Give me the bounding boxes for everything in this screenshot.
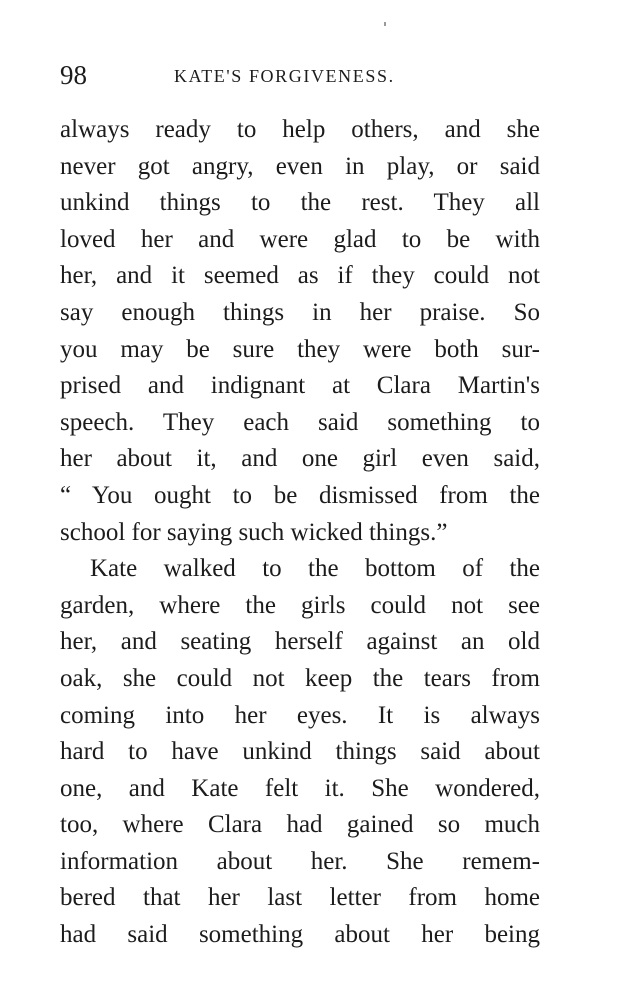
text-line: garden, where the girls could not see — [60, 591, 540, 619]
text-line-paragraph-end: school for saying such wicked things.” — [60, 518, 448, 546]
text-line: bered that her last letter from home — [60, 884, 540, 912]
text-line: speech. They each said something to — [60, 408, 540, 436]
text-line: oak, she could not keep the tears from — [60, 664, 540, 692]
text-line: had said something about her being — [60, 921, 540, 949]
text-line: her, and it seemed as if they could not — [60, 262, 540, 290]
running-title: KATE'S FORGIVENESS. — [174, 66, 395, 86]
text-line: her about it, and one girl even said, — [60, 445, 540, 473]
page-header — [60, 58, 540, 92]
text-line: you may be sure they were both sur- — [60, 335, 540, 363]
text-line: loved her and were glad to be with — [60, 225, 540, 253]
text-line: unkind things to the rest. They all — [60, 189, 540, 217]
text-line: never got angry, even in play, or said — [60, 152, 540, 180]
text-line: hard to have unkind things said about — [60, 738, 540, 766]
text-line: say enough things in her praise. So — [60, 298, 540, 326]
text-line: her, and seating herself against an old — [60, 628, 540, 656]
text-line: “ You ought to be dismissed from the — [60, 481, 540, 509]
text-line-paragraph-start: Kate walked to the bottom of the — [90, 555, 540, 583]
text-line: always ready to help others, and she — [60, 116, 540, 143]
paper-speck — [384, 22, 386, 26]
text-line: information about her. She remem- — [60, 847, 540, 875]
text-line: prised and indignant at Clara Martin's — [60, 372, 540, 400]
page-number: 98 — [60, 60, 87, 90]
text-line: too, where Clara had gained so much — [60, 811, 540, 839]
text-line: one, and Kate felt it. She wondered, — [60, 774, 540, 802]
text-line: coming into her eyes. It is always — [60, 701, 540, 729]
body-text — [60, 112, 540, 954]
